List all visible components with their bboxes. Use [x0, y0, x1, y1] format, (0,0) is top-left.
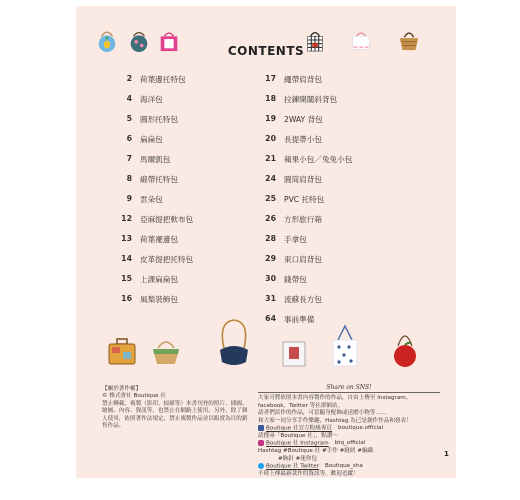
toc-page-number: 29: [265, 254, 276, 263]
copyright-body: © 株式會社 Boutique 社 禁止轉載、複製（影印、掃描等）本書刊登的照片、插圖、繪圖、內容、資訊等，也禁止在網路上使用。另外，除了個人使用，依照著作法規定，禁止複製作品並以販賣為目的銷售作品。: [102, 393, 248, 430]
toc-page-number: 18: [265, 94, 276, 103]
toc-label: 荷葉襬邊包: [140, 235, 178, 244]
toc-entry[interactable]: [252, 134, 452, 146]
share-outro: 不時上傳最新款作的資訊等，歡迎追蹤！: [258, 470, 359, 477]
toc-page-number: 8: [126, 174, 132, 183]
toc-page-number: 30: [265, 274, 276, 283]
facebook-page-link[interactable]: Boutique 社官方粉絲專頁: [266, 425, 333, 432]
toc-label: 馬爾凱包: [140, 155, 171, 164]
hashtags-line-1: Hashtag #Boutique 社 #手作 #縫紉 #編織: [258, 448, 374, 455]
toc-entry[interactable]: [252, 174, 452, 186]
toc-page-number: 17: [265, 74, 276, 83]
bunny-pattern-bag-illustration: [328, 324, 362, 368]
toc-label: 緞帶托特包: [140, 175, 178, 184]
apple-bag-illustration: [388, 324, 422, 368]
toc-label: 手拿包: [284, 235, 307, 244]
twitter-link[interactable]: Boutique 社 Twitter: [266, 463, 319, 470]
toc-label: 蘋果小包／兔兔小包: [284, 155, 353, 164]
toc-entry[interactable]: [252, 254, 452, 266]
toc-page-number: 13: [121, 234, 132, 243]
toc-label: 雲朵包: [140, 195, 163, 204]
share-on-sns-box: [258, 384, 440, 478]
toc-label: 亞麻提把軟布包: [140, 215, 194, 224]
facebook-search-note: 請搜尋「Boutique 社」，點讚～: [258, 432, 339, 439]
toc-page-number: 19: [265, 114, 276, 123]
toc-page-number: 21: [265, 154, 276, 163]
toc-page-number: 12: [121, 214, 132, 223]
gingham-tote-illustration: [302, 28, 328, 52]
toc-label: 扁扁包: [140, 135, 163, 144]
toc-entry[interactable]: [252, 234, 452, 246]
instagram-link[interactable]: Boutique 社 Instagram: [266, 440, 329, 447]
toc-entry[interactable]: [252, 194, 452, 206]
toc-page-number: 16: [121, 294, 132, 303]
toc-entry[interactable]: [252, 74, 452, 86]
facebook-icon: [258, 425, 264, 431]
ruffle-bag-illustration: [348, 28, 374, 52]
toc-page-number: 64: [265, 314, 276, 323]
toc-entry[interactable]: [252, 274, 452, 286]
toc-page-number: 24: [265, 174, 276, 183]
basket-bag-illustration: [396, 28, 422, 52]
toc-label: PVC 托特包: [284, 195, 325, 204]
toc-page-number: 5: [126, 114, 132, 123]
copyright-heading: 【關於著作權】: [102, 386, 142, 392]
toc-entry[interactable]: [252, 114, 452, 126]
toc-label: 繩帶肩背包: [284, 75, 322, 84]
copyright-notice: [102, 386, 252, 430]
toc-label: 2WAY 背包: [284, 115, 323, 124]
toc-entry[interactable]: [252, 154, 452, 166]
toc-label: 圓形托特包: [140, 115, 178, 124]
twitter-id: Boutique_sha: [325, 463, 363, 470]
instagram-icon: [258, 440, 264, 446]
twitter-icon: [258, 463, 264, 469]
toc-page-number: 26: [265, 214, 276, 223]
share-intro: 大家可將依照本書內容製作的作品，自由上傳至 Instagram、facebook、Twitter 等社群網站。 請者們試作的作品，可當隨身配飾或送贈小物等…… 和大家一同分享手作樂趣，Hashtag 為已是創作作品和發表！: [258, 395, 412, 424]
pvc-clutch-illustration: [280, 340, 308, 368]
facebook-id: boutique.official: [338, 425, 384, 432]
suitcase-illustration: [106, 336, 138, 366]
toc-label: 風梨裝飾包: [140, 295, 178, 304]
page-title: CONTENTS: [227, 44, 305, 58]
toc-entry[interactable]: [252, 294, 452, 306]
toc-label: 荷葉邊托特包: [140, 75, 186, 84]
toc-page-number: 4: [126, 94, 132, 103]
toc-page-number: 15: [121, 274, 132, 283]
hashtags-line-2: #鉤針 #迷你包: [278, 455, 318, 462]
page-number: 1: [444, 450, 449, 458]
navy-shoulder-bag-illustration: [214, 318, 254, 368]
toc-page-number: 25: [265, 194, 276, 203]
toc-label: 圓筒肩背包: [284, 175, 322, 184]
toc-entry[interactable]: [252, 214, 452, 226]
toc-label: 皮革提把托特包: [140, 255, 194, 264]
toc-entry[interactable]: [252, 94, 452, 106]
toc-page-number: 14: [121, 254, 132, 263]
toc-label: 流蘇長方包: [284, 295, 322, 304]
toc-page-number: 28: [265, 234, 276, 243]
toc-page-number: 6: [126, 134, 132, 143]
toc-label: 長提帶小包: [284, 135, 322, 144]
facebook-row[interactable]: [258, 425, 440, 433]
green-basket-illustration: [150, 334, 182, 366]
toc-label: 事前準備: [284, 315, 315, 324]
toc-page-number: 7: [126, 154, 132, 163]
toc-page-number: 2: [126, 74, 132, 83]
toc-label: 海洋包: [140, 95, 163, 104]
toc-label: 方形旅行箱: [284, 215, 322, 224]
toc-label: 拉鍊開闔斜背包: [284, 95, 338, 104]
share-heading: Share on SNS!: [258, 384, 440, 393]
toc-page-number: 9: [126, 194, 132, 203]
toc-label: 錢帶包: [284, 275, 307, 284]
toc-page-number: 20: [265, 134, 276, 143]
instagram-id: btq_official: [334, 440, 366, 447]
toc-label: 束口肩背包: [284, 255, 322, 264]
toc-label: 上課扁扁包: [140, 275, 178, 284]
toc-page-number: 31: [265, 294, 276, 303]
twitter-row[interactable]: [258, 463, 440, 471]
